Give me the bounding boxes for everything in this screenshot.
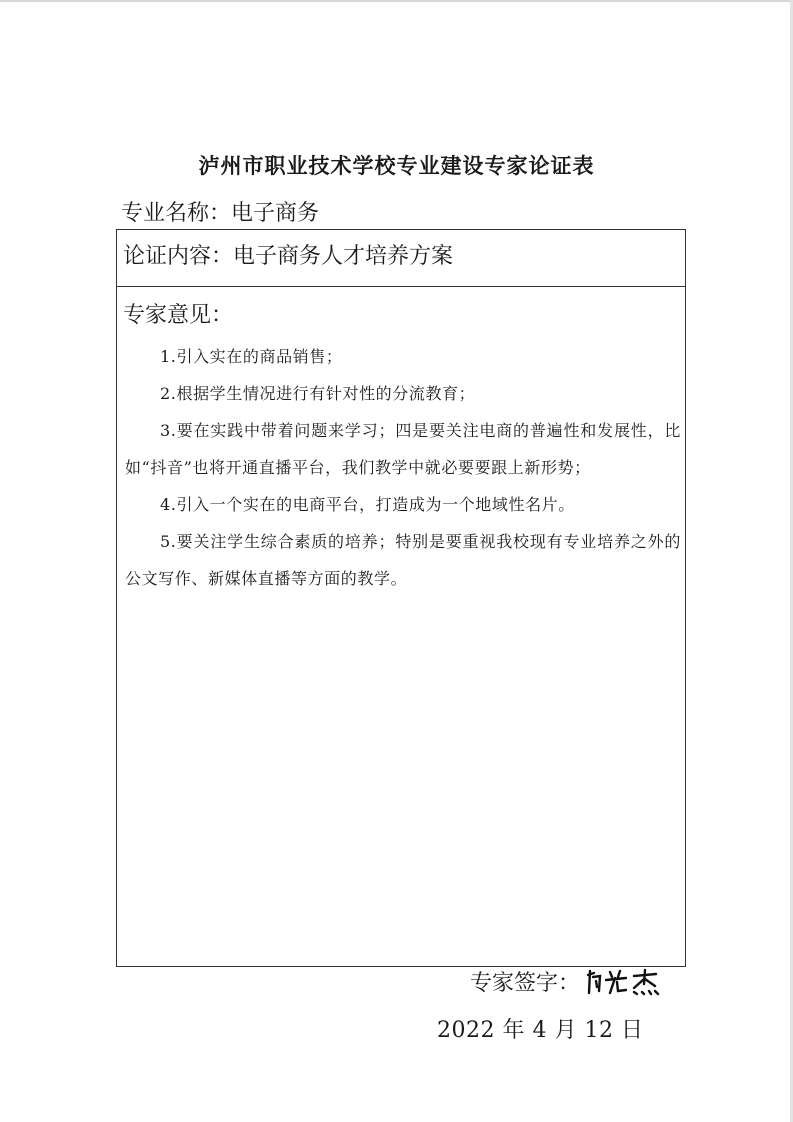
signature-block (470, 966, 664, 997)
opinion-item: 2.根据学生情况进行有针对性的分流教育； (160, 384, 476, 403)
content-row (117, 230, 685, 287)
opinion-item: 5.要关注学生综合素质的培养；特别是要重视我校现有专业培养之外的公文写作、新媒体直播等方面的教学。 (125, 532, 681, 588)
signature-label: 专家签字： (470, 971, 581, 996)
opinion-list (125, 338, 681, 597)
opinion-heading: 专家意见： (123, 303, 234, 328)
scan-edge-top (0, 0, 793, 2)
major-name-line: 专业名称：电子商务 (121, 201, 320, 226)
page-title: 泸州市职业技术学校专业建设专家论证表 (198, 154, 595, 178)
review-form-table (116, 229, 686, 967)
handwritten-signature (584, 967, 664, 997)
opinion-item: 4.引入一个实在的电商平台，打造成为一个地域性名片。 (160, 495, 575, 514)
opinion-item: 1.引入实在的商品销售； (160, 347, 343, 366)
date-line: 2022 年 4 月 12 日 (437, 1018, 644, 1043)
opinion-item: 3.要在实践中带着问题来学习；四是要关注电商的普遍性和发展性，比如“抖音”也将开通直播平台，我们教学中就必要要跟上新形势； (125, 421, 681, 477)
content-line: 论证内容：电子商务人才培养方案 (123, 244, 454, 269)
